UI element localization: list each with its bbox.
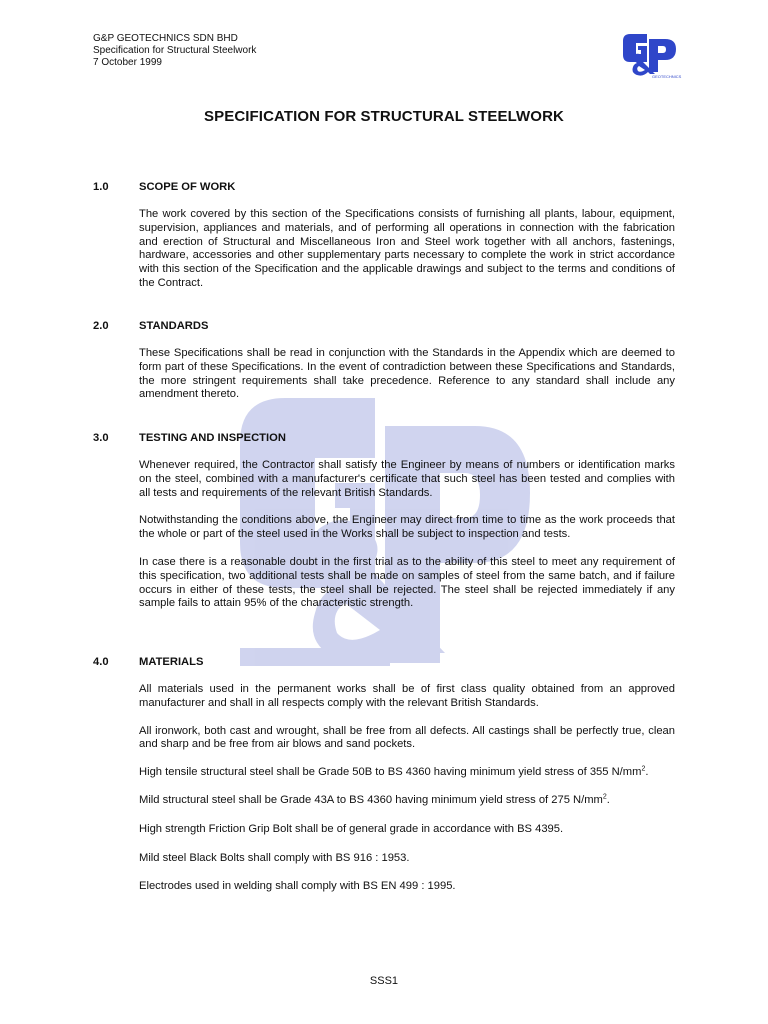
paragraph: Whenever required, the Contractor shall satisfy the Engineer by means of numbers or identification marks on the steel, combined with a manufacturer's certificate that such steel has been tested and complies with all tests and requirements of the relevant British Standards.: [139, 459, 675, 499]
section-title: STANDARDS: [139, 320, 209, 332]
paragraph: The work covered by this section of the Specifications consists of furnishing all plants, labour, equipment, supervision, appliances and materials, and of performing all operations in connection with the fabrication and erection of Structural and Miscellaneous Iron and Steel work together with all anchors, fastenings, hardware, accessories and other supplementary parts necessary to complete the work in strict accordance with this section of the Specification and the applicable drawings and subject to the terms and conditions of the Contract.: [139, 208, 675, 289]
section-number: 1.0: [93, 181, 109, 193]
paragraph: These Specifications shall be read in conjunction with the Standards in the Appendix which are deemed to form part of these Specifications. In the event of contradiction between these Specifications and Standards, the more stringent requirements shall take precedence. Reference to any standard shall include any amendment thereto.: [139, 347, 675, 401]
paragraph: Notwithstanding the conditions above, the Engineer may direct from time to time as the work proceeds that the whole or part of the steel used in the Works shall be subject to inspection and tests.: [139, 514, 675, 541]
paragraph: In case there is a reasonable doubt in the first trial as to the ability of this steel to meet any requirement of this specification, two additional tests shall be made on samples of steel from the same batch, and if failure occurs in either of these tests, the steel shall be rejected. The steel shall be rejected immediately if any sample fails to attain 95% of the characteristic strength.: [139, 555, 675, 610]
paragraph: Electrodes used in welding shall comply with BS EN 499 : 1995.: [139, 880, 456, 893]
section-heading: [93, 320, 675, 333]
superscript: 2: [602, 793, 607, 801]
section-number: 2.0: [93, 320, 109, 332]
gp-logo: [620, 34, 682, 80]
section-testing-inspection: [93, 432, 675, 622]
section-title: MATERIALS: [139, 656, 204, 668]
document-date: 7 October 1999: [93, 57, 162, 68]
paragraph: High strength Friction Grip Bolt shall be of general grade in accordance with BS 4395.: [139, 822, 564, 835]
logo-subtext: GEOTECHNICS: [652, 74, 682, 79]
trailing-punctuation: .: [645, 766, 649, 779]
superscript: 2: [641, 765, 646, 773]
section-heading: [93, 432, 675, 445]
section-number: 4.0: [93, 656, 109, 668]
section-heading: [93, 181, 675, 194]
page-footer: SSS1: [369, 975, 399, 987]
section-heading: [93, 656, 675, 669]
paragraph: Mild steel Black Bolts shall comply with BS 916 : 1953.: [139, 851, 410, 864]
paragraph-text: Mild structural steel shall be Grade 43A to BS 4360 having minimum yield stress of 275 N/mm: [139, 793, 603, 806]
section-scope-of-work: [93, 181, 675, 302]
section-title: TESTING AND INSPECTION: [139, 432, 286, 444]
document-name: Specification for Structural Steelwork: [93, 45, 257, 56]
section-materials: [93, 656, 675, 905]
page-title: SPECIFICATION FOR STRUCTURAL STEELWORK: [204, 108, 564, 125]
company-name: G&P GEOTECHNICS SDN BHD: [93, 33, 238, 44]
section-standards: [93, 320, 675, 413]
section-title: SCOPE OF WORK: [139, 181, 236, 193]
trailing-punctuation: .: [606, 793, 610, 806]
paragraph: [139, 794, 675, 808]
paragraph-text: High tensile structural steel shall be Grade 50B to BS 4360 having minimum yield stress of 355 N/mm: [139, 766, 642, 779]
document-header: [93, 33, 256, 69]
paragraph: [139, 766, 675, 780]
paragraph: All ironwork, both cast and wrought, shall be free from all defects. All castings shall be perfectly true, clean and sharp and be free from air blows and sand pockets.: [139, 724, 675, 751]
paragraph: All materials used in the permanent works shall be of first class quality obtained from an approved manufacturer and shall in all respects comply with the relevant British Standards.: [139, 683, 675, 709]
section-number: 3.0: [93, 432, 109, 444]
